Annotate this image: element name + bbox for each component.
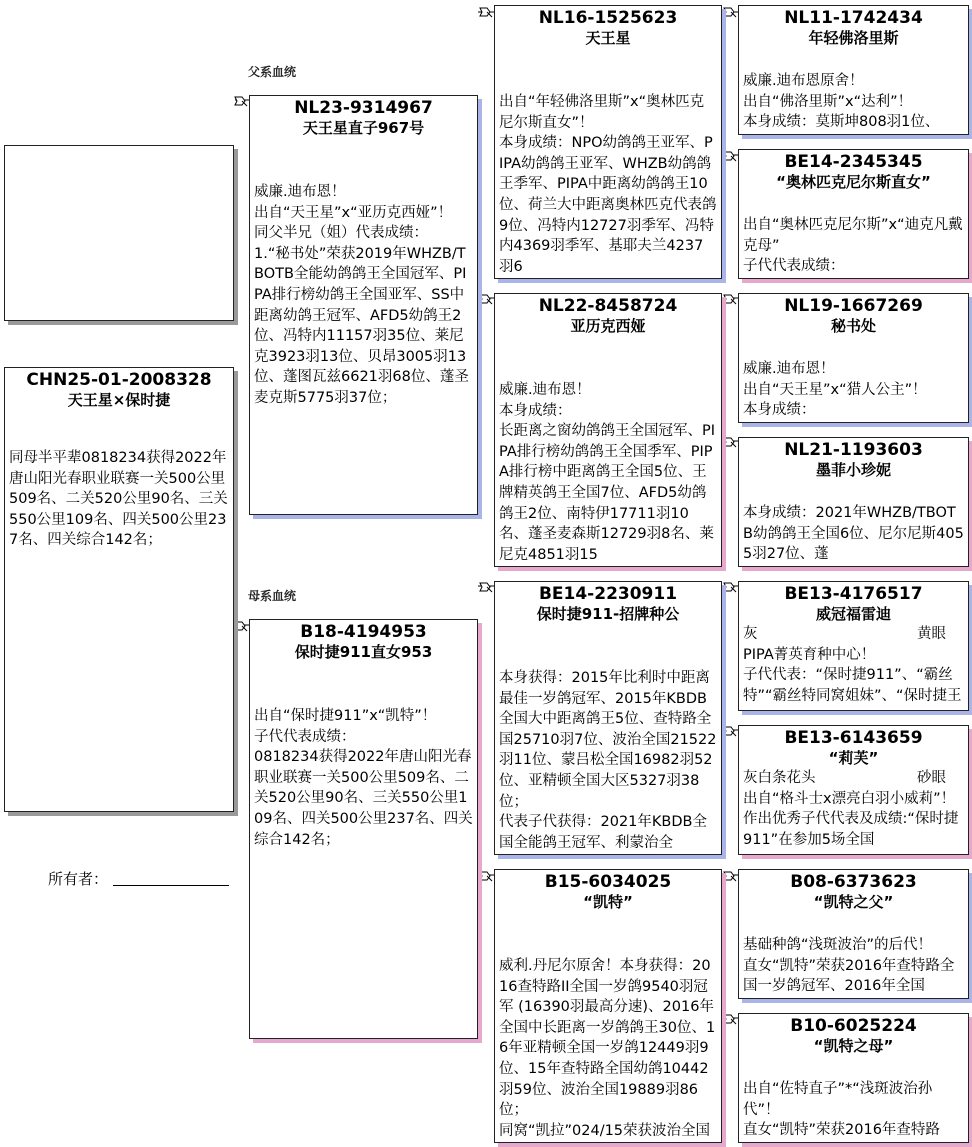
paternal-section-label: 父系血统 (248, 65, 297, 79)
dss-card (738, 581, 969, 711)
dds-card (738, 869, 969, 999)
pushpin-icon (233, 94, 248, 109)
ring-number: NL19-1667269 (784, 296, 923, 316)
ring-number: B08-6373623 (790, 872, 917, 892)
pushpin-icon (478, 5, 493, 20)
pigeon-name: 天王星×保时捷 (67, 391, 171, 409)
pigeon-description: 出自“佐特直子”*“浅斑波治孙代”！ 直女“凯特”荣获2016年查特路 (743, 1081, 940, 1139)
pushpin-icon (722, 292, 737, 307)
pigeon-description: 威廉.迪布恩原舍！ 出自“佛洛里斯”x“达利”！ 本身成绩：莫斯坤808羽1位、 (743, 73, 940, 131)
photo-placeholder (4, 145, 234, 321)
eye-type: 砂眼 (917, 770, 946, 786)
ring-number: BE14-2345345 (784, 152, 923, 172)
pigeon-name: 秘书处 (830, 317, 876, 335)
pigeon-name: 年轻佛洛里斯 (808, 29, 899, 47)
ring-number: CHN25-01-2008328 (26, 370, 212, 390)
ring-number: B18-4194953 (300, 622, 427, 642)
dam-dam-card (494, 869, 722, 1143)
pigeon-name: “凯特” (583, 893, 633, 911)
sire-dam-card (494, 293, 722, 567)
pigeon-description: 威廉.迪布恩！ 出自“天王星”x“亚历克西娅”！ 同父半兄（姐）代表成绩： 1.“秘书处”荣获2019年WHZB/TBOTB全能幼鸽鸽王全国冠军、PIPA排行榜幼鸽王全国亚军、SS中距离幼鸽王冠军、AFD5幼鸽王2位、冯特内11157羽35位、莱尼克3923羽13位、贝昂3005羽13位、蓬图瓦兹6621羽68位、蓬圣麦克斯5775羽37位； (254, 184, 469, 406)
pushpin-icon (722, 5, 737, 20)
pushpin-icon (722, 869, 737, 884)
pigeon-name: 墨菲小珍妮 (815, 461, 891, 479)
pigeon-name: 天王星 (585, 29, 631, 47)
pushpin-icon (722, 149, 737, 164)
maternal-section-label: 母系血统 (248, 589, 297, 603)
dam-card (249, 619, 478, 1039)
pigeon-description: 本身获得：2015年比利时中距离最佳一岁鸽冠军、2015年KBDB全国大中距离鸽王5位、查特路全国25710羽7位、波治全国21522羽11位、蒙吕松全国16982羽52位、亚精顿全国大区5327羽38位； 代表子代获得：2021年KBDB全国全能鸽王冠军、利蒙治全 (499, 670, 717, 851)
dsd-card (738, 725, 969, 855)
pigeon-description: 同母半平辈0818234获得2022年唐山阳光春职业联赛一关500公里509名、二关520公里90名、三关550公里109名、四关500公里237名、四关综合142名； (9, 450, 228, 549)
ring-number: NL11-1742434 (784, 8, 923, 28)
pigeon-description: PIPA菁英育种中心！ 子代代表：“保时捷911”、“霸丝特”“霸丝特同窝姐妹”、“保时捷王 (743, 646, 962, 704)
pushpin-icon (233, 619, 248, 634)
pushpin-icon (722, 435, 737, 450)
pigeon-name: 保时捷911-招牌种公 (536, 605, 680, 623)
ring-number: NL21-1193603 (784, 440, 923, 460)
pigeon-description: 威利.丹尼尔原舍！本身获得：2016查特路II全国一岁鸽9540羽冠军 (16390羽最高分速)、2016年全国中长距离一岁鸽鸽王30位、16年亚精顿全国一岁鸽12449羽9位、15年查特路全国幼鸽10442羽59位、波治全国19889羽86位； 同窝“凯拉”024/15荣获波治全国 (499, 958, 716, 1139)
pigeon-name: “奥林匹克尼尔斯直女” (776, 173, 931, 191)
pigeon-name: 威冠福雷迪 (815, 605, 891, 623)
sire-card (249, 95, 478, 515)
ssd-card (738, 149, 969, 279)
pushpin-icon (478, 869, 493, 884)
pushpin-icon (478, 292, 493, 307)
pushpin-icon (722, 580, 737, 595)
ring-number: NL23-9314967 (294, 98, 433, 118)
pigeon-description: 威廉.迪布恩！ 出自“天王星”x“猎人公主”！ 本身成绩： (743, 361, 927, 419)
ring-number: BE14-2230911 (538, 584, 678, 604)
sds-card (738, 293, 969, 423)
ring-number: NL22-8458724 (538, 296, 678, 316)
ring-number: BE13-6143659 (784, 728, 923, 748)
pigeon-description: 威廉.迪布恩！ 本身成绩： 长距离之窗幼鸽鸽王全国冠军、PIPA排行榜幼鸽鸽王全国季军、PIPA排行榜中距离鸽王全国5位、王牌精英鸽王全国7位、AFD5幼鸽鸽王2位、南特伊17711羽10名、蓬圣麦森斯12729羽8名、莱尼克4851羽15 (499, 382, 716, 563)
pigeon-name: “莉芙” (828, 749, 879, 767)
pushpin-icon (722, 1012, 737, 1027)
color-eye-line (739, 624, 968, 645)
pigeon-name: 亚历克西娅 (570, 317, 646, 335)
pigeon-name: “凯特之父” (813, 893, 894, 911)
sdd-card (738, 437, 969, 567)
ring-number: B15-6034025 (544, 872, 672, 892)
ring-number: BE13-4176517 (784, 584, 923, 604)
pigeon-description: 出自“格斗士x漂亮白羽小威莉”！作出优秀子代代表及成绩:“保时捷911”在参加5场全国 (743, 790, 959, 848)
eye-type: 黄眼 (917, 626, 946, 642)
pigeon-description: 出自“奥林匹克尼尔斯”x“迪克凡戴克母” 子代代表成绩： (743, 217, 963, 275)
pigeon-description: 本身成绩：2021年WHZB/TBOTB幼鸽鸽王全国6位、尼尔尼斯4055羽27位、蓬 (743, 505, 964, 563)
pigeon-name: 保时捷911直女953 (294, 643, 433, 661)
subject-card (4, 367, 234, 812)
sss-card (738, 5, 969, 135)
ring-number: NL16-1525623 (538, 8, 678, 28)
dam-sire-card (494, 581, 722, 855)
pushpin-icon (478, 580, 493, 595)
pigeon-name: 天王星直子967号 (302, 119, 425, 137)
feather-color: 灰白条花头 (743, 770, 816, 786)
pigeon-name: “凯特之母” (813, 1037, 894, 1055)
pigeon-description: 出自“年轻佛洛里斯”x“奥林匹克尼尔斯直女”！ 本身成绩：NPO幼鸽鸽王亚军、PIPA幼鸽鸽王亚军、WHZB幼鸽鸽王季军、PIPA中距离幼鸽鸽王10位、荷兰大中距离奥林匹克代表鸽9位、冯特内12727羽季军、冯特内4369羽季军、基耶夫兰4237羽6 (499, 94, 717, 275)
owner-label: 所有者： (48, 870, 109, 888)
color-eye-line (739, 768, 968, 789)
pigeon-description: 出自“保时捷911”x“凯特”！ 子代代表成绩： 0818234获得2022年唐山阳光春职业联赛一关500公里509名、二关520公里90名、三关550公里109名、四关500公里237名、四关综合142名； (254, 708, 473, 848)
pushpin-icon (722, 724, 737, 739)
ddd-card (738, 1013, 969, 1143)
pigeon-description: 基础种鸽“浅斑波治”的后代！ 直女“凯特”荣获2016年查特路全国一岁鸽冠军、2016年全国 (743, 937, 955, 995)
ring-number: B10-6025224 (790, 1016, 917, 1036)
owner-underline (113, 885, 229, 886)
feather-color: 灰 (743, 626, 758, 642)
sire-sire-card (494, 5, 722, 279)
